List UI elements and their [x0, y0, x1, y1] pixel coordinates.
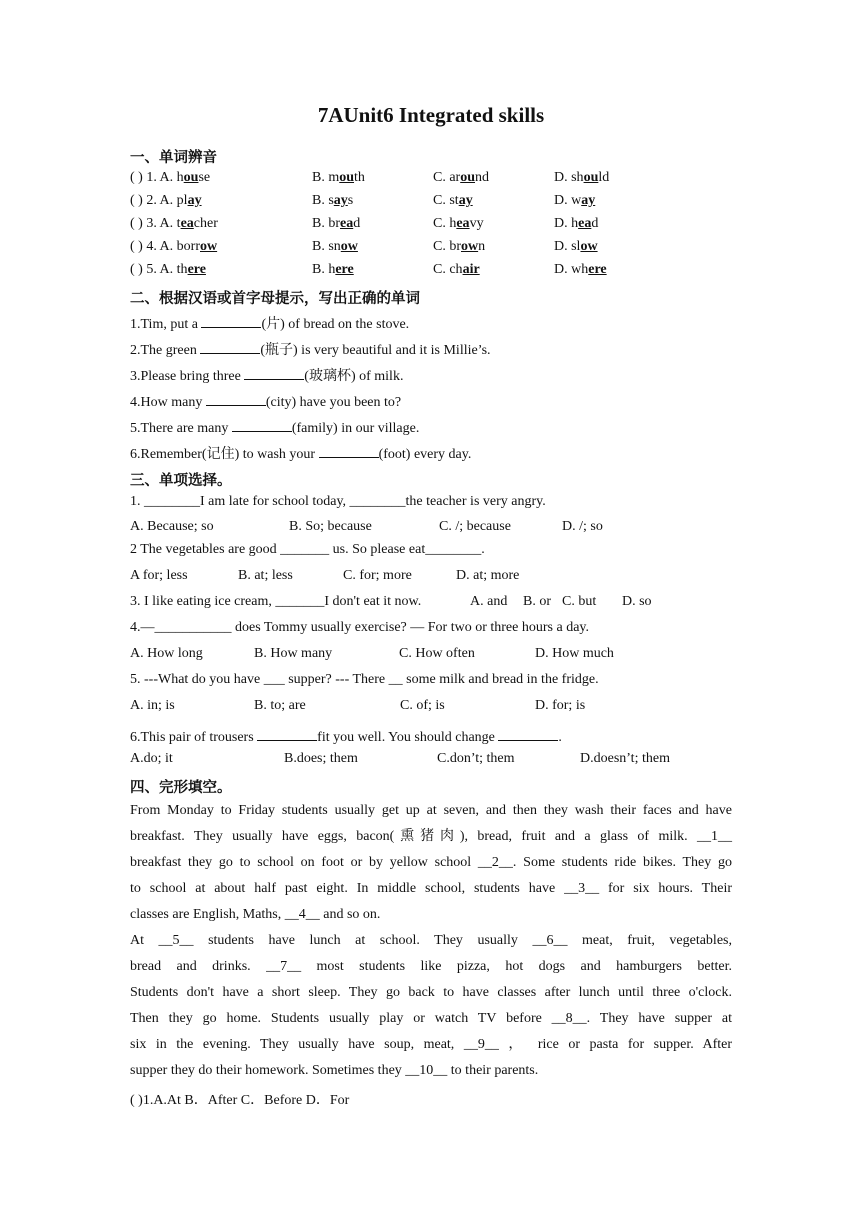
option-d[interactable]: D.doesn’t; them: [580, 751, 670, 766]
mc-question-5: 5. ---What do you have ___ supper? --- There __ some milk and bread in the fridge.: [130, 672, 599, 687]
passage-line: classes are English, Maths, __4__ and so on.: [130, 907, 381, 922]
underlined-letters: ow: [200, 239, 218, 254]
underlined-letters: ou: [583, 170, 599, 185]
option-b: B. mouth: [312, 170, 365, 185]
option-a[interactable]: A. in; is: [130, 698, 175, 713]
option-a: ( ) 1. A. house: [130, 170, 211, 185]
underlined-letters: ou: [183, 170, 199, 185]
option-c: C. heavy: [433, 216, 484, 231]
option-d: D. way: [554, 193, 596, 208]
option-c[interactable]: C. of; is: [400, 698, 445, 713]
underlined-letters: ow: [340, 239, 358, 254]
option-a[interactable]: A. How long: [130, 646, 203, 661]
option-a[interactable]: A. and: [470, 594, 508, 609]
mc-question-4: 4.—___________ does Tommy usually exercise? — For two or three hours a day.: [130, 620, 589, 635]
option-c[interactable]: C. but: [562, 594, 597, 609]
option-b[interactable]: B.does; them: [284, 751, 358, 766]
passage-line: breakfast they go to school on foot or by yellow school __2__. Some students ride bikes. They go: [130, 855, 732, 870]
option-c: C. around: [433, 170, 490, 185]
answer-blank[interactable]: [244, 365, 304, 380]
answer-blank[interactable]: [232, 417, 292, 432]
option-b: B. here: [312, 262, 354, 277]
fill-item-3: 3.Please bring three (玻璃杯) of milk.: [130, 365, 403, 385]
passage-line: At __5__ students have lunch at school. They usually __6__ meat, fruit, vegetables,: [130, 933, 732, 948]
option-b[interactable]: B. or: [523, 594, 551, 609]
section-2-heading: 二、根据汉语或首字母提示，写出正确的单词: [130, 291, 420, 307]
fill-item-6: 6.Remember(记住) to wash your (foot) every day.: [130, 443, 471, 463]
option-c: C. chair: [433, 262, 480, 277]
option-d: D. head: [554, 216, 599, 231]
answer-blank[interactable]: [206, 391, 266, 406]
section-4-heading: 四、完形填空。: [130, 780, 232, 796]
option-d: D. where: [554, 262, 607, 277]
answer-blank[interactable]: [201, 313, 261, 328]
fill-item-5: 5.There are many (family) in our village.: [130, 417, 419, 437]
option-b: B. bread: [312, 216, 361, 231]
option-b: B. snow: [312, 239, 358, 254]
option-a: ( ) 2. A. play: [130, 193, 202, 208]
passage-line: breakfast. They usually have eggs, bacon(熏猪肉), bread, fruit and a glass of milk. __1__: [130, 829, 732, 844]
underlined-letters: ay: [458, 193, 473, 208]
mc-question-1: 1. ________I am late for school today, ________the teacher is very angry.: [130, 494, 546, 509]
underlined-letters: ou: [339, 170, 355, 185]
underlined-letters: ow: [580, 239, 598, 254]
option-b[interactable]: B. at; less: [238, 568, 293, 583]
underlined-letters: ay: [187, 193, 202, 208]
option-c: C. brown: [433, 239, 486, 254]
passage-line: to school at about half past eight. In middle school, students have __3__ for six hours. Their: [130, 881, 732, 896]
underlined-letters: ow: [461, 239, 479, 254]
option-c[interactable]: C. /; because: [439, 519, 511, 534]
passage-line: Then they go home. Students usually play or watch TV before __8__. They have supper at: [130, 1011, 732, 1026]
mc-question-6: 6.This pair of trousers fit you well. You should change .: [130, 726, 562, 746]
answer-blank[interactable]: [319, 443, 379, 458]
underlined-letters: ay: [333, 193, 348, 208]
option-d[interactable]: D. for; is: [535, 698, 586, 713]
answer-blank[interactable]: [257, 726, 317, 741]
underlined-letters: ea: [340, 216, 354, 231]
cloze-passage: [130, 798, 732, 1084]
underlined-letters: ea: [456, 216, 470, 231]
passage-line: six in the evening. They usually have soup, meat, __9__ ， rice or pasta for supper. After: [130, 1037, 732, 1052]
underlined-letters: air: [462, 262, 480, 277]
underlined-letters: ea: [180, 216, 194, 231]
underlined-letters: ere: [187, 262, 206, 277]
passage-line: Students don't have a short sleep. They go back to have classes after lunch until three o'clock.: [130, 985, 732, 1000]
option-a[interactable]: A for; less: [130, 568, 188, 583]
option-d: D. slow: [554, 239, 598, 254]
option-d[interactable]: D. at; more: [456, 568, 520, 583]
underlined-letters: ou: [460, 170, 476, 185]
section-3-heading: 三、单项选择。: [130, 473, 232, 489]
mc-question-2: 2 The vegetables are good _______ us. So please eat________.: [130, 542, 485, 557]
option-a: ( ) 4. A. borrow: [130, 239, 218, 254]
fill-item-2: 2.The green (瓶子) is very beautiful and it is Millie’s.: [130, 339, 491, 359]
option-b[interactable]: B. So; because: [289, 519, 372, 534]
section-1-heading: 一、单词辨音: [130, 150, 217, 166]
option-b[interactable]: B. to; are: [254, 698, 306, 713]
option-d[interactable]: D. How much: [535, 646, 614, 661]
option-d[interactable]: D. /; so: [562, 519, 603, 534]
underlined-letters: ere: [335, 262, 354, 277]
option-c[interactable]: C. How often: [399, 646, 475, 661]
option-d[interactable]: D. so: [622, 594, 652, 609]
option-c: C. stay: [433, 193, 473, 208]
passage-line: bread and drinks. __7__ most students like pizza, hot dogs and hamburgers better.: [130, 959, 732, 974]
passage-line: supper they do their homework. Sometimes they __10__ to their parents.: [130, 1063, 539, 1078]
option-b: B. says: [312, 193, 354, 208]
option-c[interactable]: C. for; more: [343, 568, 412, 583]
page-title: 7AUnit6 Integrated skills: [317, 103, 545, 127]
underlined-letters: ere: [588, 262, 607, 277]
answer-blank[interactable]: [498, 726, 558, 741]
option-c[interactable]: C.don’t; them: [437, 751, 515, 766]
cloze-question-1: ( )1.A.At B．After C．Before D．For: [130, 1093, 350, 1108]
option-b[interactable]: B. How many: [254, 646, 333, 661]
option-a: ( ) 3. A. teacher: [130, 216, 218, 231]
option-d: D. should: [554, 170, 610, 185]
passage-line: From Monday to Friday students usually get up at seven, and then they wash their faces and have: [130, 803, 732, 818]
option-a: ( ) 5. A. there: [130, 262, 206, 277]
fill-item-1: 1.Tim, put a (片) of bread on the stove.: [130, 313, 409, 333]
fill-item-4: 4.How many (city) have you been to?: [130, 391, 401, 411]
underlined-letters: ea: [578, 216, 592, 231]
underlined-letters: ay: [581, 193, 596, 208]
option-a[interactable]: A. Because; so: [130, 519, 214, 534]
answer-blank[interactable]: [200, 339, 260, 354]
option-a[interactable]: A.do; it: [130, 751, 173, 766]
